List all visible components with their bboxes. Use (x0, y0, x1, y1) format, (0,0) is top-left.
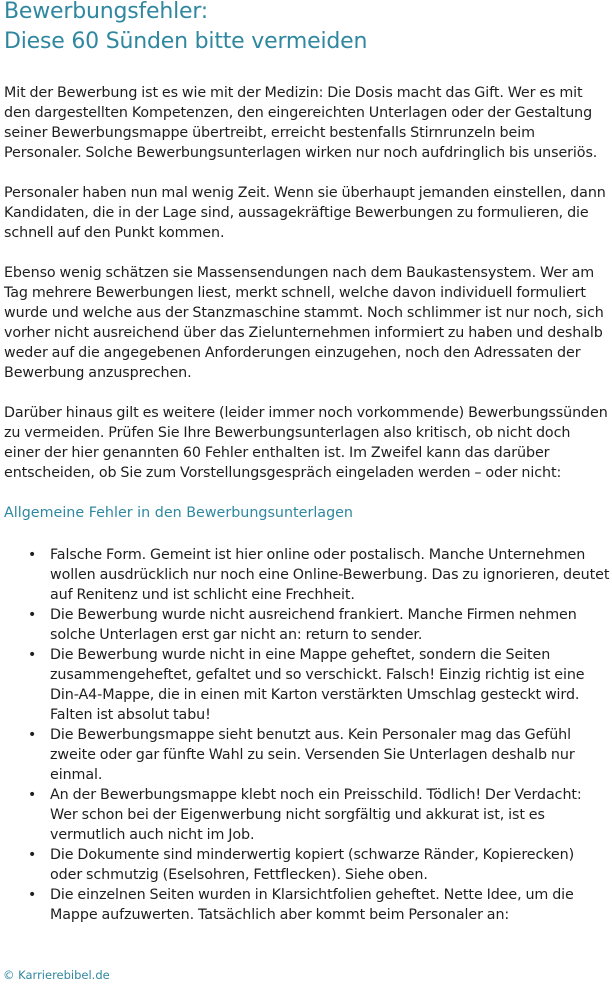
list-item-text: Die Bewerbung wurde nicht in eine Mappe geheftet, sondern die Seiten zusammengeheftet, gefaltet und so verschickt. Falsch! Einzig richtig ist eine Din-A4-Mappe, die in einen mit Karton verstärkten Umschlag gesteckt wird. Falten ist absolut tabu! (50, 647, 585, 723)
list-item (4, 645, 610, 725)
list-item (4, 785, 610, 845)
article-body (4, 83, 610, 925)
bullet-icon: • (28, 847, 37, 863)
paragraph-bewerbungssuenden: Darüber hinaus gilt es weitere (leider immer noch vorkommende) Bewerbungssünden zu vermeiden. Prüfen Sie Ihre Bewerbungsunterlagen also kritisch, ob nicht doch einer der hier genannten 60 Fehler enthalten ist. Im Zweifel kann das darüber entscheiden, ob Sie zum Vorstellungsgespräch eingeladen werden – oder nicht: (4, 405, 608, 481)
list-item (4, 725, 610, 785)
list-item-text: Falsche Form. Gemeint ist hier online oder postalisch. Manche Unternehmen wollen ausdrücklich nur noch eine Online-Bewerbung. Das zu ignorieren, deutet auf Renitenz und ist schlicht eine Frechheit. (50, 547, 610, 603)
paragraph-massensendungen: Ebenso wenig schätzen sie Massensendungen nach dem Baukastensystem. Wer am Tag mehrere Bewerbungen liest, merkt schnell, welche davon individuell formuliert wurde und welche aus der Stanzmaschine stammt. Noch schlimmer ist nur noch, sich vorher nicht ausreichend über das Zielunternehmen informiert zu haben und deshalb weder auf die angegebenen Anforderungen einzugehen, noch den Adressaten der Bewerbung anzusprechen. (4, 265, 604, 381)
title-line-2: Diese 60 Sünden bitte vermeiden (4, 29, 368, 54)
list-item (4, 545, 610, 605)
bullet-icon: • (28, 647, 37, 663)
list-item (4, 605, 610, 645)
paragraph-intro: Mit der Bewerbung ist es wie mit der Medizin: Die Dosis macht das Gift. Wer es mit den dargestellten Kompetenzen, den eingereichten Unterlagen oder der Gestaltung seiner Bewerbungsmappe übertreibt, erreicht bestenfalls Stirnrunzeln beim Personaler. Solche Bewerbungsunterlagen wirken nur noch aufdringlich bis unseriös. (4, 85, 598, 161)
list-item (4, 845, 610, 885)
error-list (4, 545, 610, 925)
bullet-icon: • (28, 727, 37, 743)
bullet-icon: • (28, 787, 37, 803)
list-item-text: An der Bewerbungsmappe klebt noch ein Preisschild. Tödlich! Der Verdacht: Wer schon bei der Eigenwerbung nicht sorgfältig und akkurat ist, ist es vermutlich auch nicht im Job. (50, 787, 582, 843)
list-item-text: Die einzelnen Seiten wurden in Klarsichtfolien geheftet. Nette Idee, um die Mappe aufzuwerten. Tatsächlich aber kommt beim Personaler an: (50, 887, 574, 923)
page-title (4, 0, 610, 57)
bullet-icon: • (28, 887, 37, 903)
list-item (4, 885, 610, 925)
document-page (4, 0, 610, 925)
section-heading: Allgemeine Fehler in den Bewerbungsunterlagen (4, 505, 353, 521)
copyright-footer: © Karrierebibel.de (3, 968, 110, 982)
paragraph-personaler: Personaler haben nun mal wenig Zeit. Wenn sie überhaupt jemanden einstellen, dann Kandidaten, die in der Lage sind, aussagekräftige Bewerbungen zu formulieren, die schnell auf den Punkt kommen. (4, 185, 606, 241)
list-item-text: Die Dokumente sind minderwertig kopiert (schwarze Ränder, Kopierecken) oder schmutzig (Eselsohren, Fettflecken). Siehe oben. (50, 847, 575, 883)
bullet-icon: • (28, 607, 37, 623)
list-item-text: Die Bewerbungsmappe sieht benutzt aus. Kein Personaler mag das Gefühl zweite oder gar fünfte Wahl zu sein. Versenden Sie Unterlagen deshalb nur einmal. (50, 727, 575, 783)
list-item-text: Die Bewerbung wurde nicht ausreichend frankiert. Manche Firmen nehmen solche Unterlagen erst gar nicht an: return to sender. (50, 607, 577, 643)
bullet-icon: • (28, 547, 37, 563)
title-line-1: Bewerbungsfehler: (4, 0, 209, 24)
